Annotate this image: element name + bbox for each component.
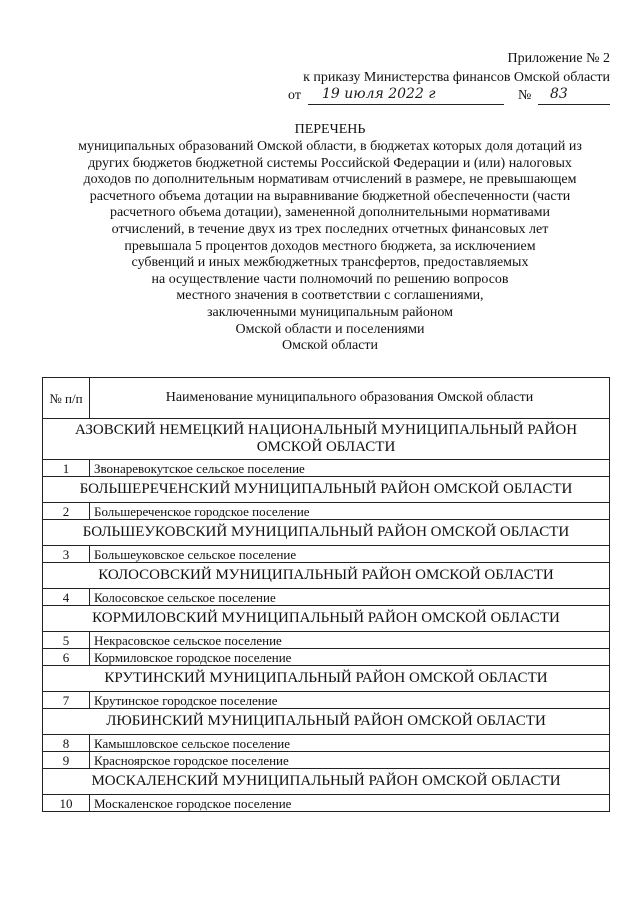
municipality-name: Камышловское сельское поселение [90, 735, 610, 752]
district-name: АЗОВСКИЙ НЕМЕЦКИЙ НАЦИОНАЛЬНЫЙ МУНИЦИПАЛЬНЫЙ РАЙОН ОМСКОЙ ОБЛАСТИ [43, 419, 610, 460]
municipality-name: Некрасовское сельское поселение [90, 632, 610, 649]
district-name: КОЛОСОВСКИЙ МУНИЦИПАЛЬНЫЙ РАЙОН ОМСКОЙ ОБЛАСТИ [43, 563, 610, 589]
district-row [43, 769, 610, 795]
row-number: 1 [43, 460, 90, 477]
title-line: муниципальных образований Омской области, в бюджетах которых доля дотаций из [78, 139, 582, 155]
row-number: 2 [43, 503, 90, 520]
table-row [43, 735, 610, 752]
municipality-name: Колосовское сельское поселение [90, 589, 610, 606]
row-number: 6 [43, 649, 90, 666]
number-underline [538, 104, 610, 105]
document-title-lines [40, 139, 620, 355]
appendix-label: Приложение № 2 [507, 51, 610, 66]
title-line: других бюджетов бюджетной системы Российской Федерации и (или) налоговых [88, 155, 572, 171]
order-date-line [288, 88, 610, 108]
district-name: КОРМИЛОВСКИЙ МУНИЦИПАЛЬНЫЙ РАЙОН ОМСКОЙ ОБЛАСТИ [43, 606, 610, 632]
title-line: доходов по дополнительным нормативам отчислений в размере, не превышающем [83, 172, 577, 188]
from-label: от [288, 88, 301, 103]
row-number: 5 [43, 632, 90, 649]
document-heading: ПЕРЕЧЕНЬ [294, 122, 366, 137]
title-line: субвенций и иных межбюджетных трансфертов, предоставляемых [131, 255, 529, 271]
order-reference: к приказу Министерства финансов Омской области [303, 70, 610, 85]
document-title-block [40, 122, 620, 355]
row-number: 3 [43, 546, 90, 563]
title-line: на осуществление части полномочий по решению вопросов [151, 271, 509, 287]
title-line: заключенными муниципальным районом [206, 305, 454, 321]
date-underline [308, 104, 504, 105]
table-row [43, 632, 610, 649]
municipality-name: Звонаревокутское сельское поселение [90, 460, 610, 477]
title-line: Омской области и поселениями [235, 321, 425, 337]
district-row [43, 419, 610, 460]
district-name: МОСКАЛЕНСКИЙ МУНИЦИПАЛЬНЫЙ РАЙОН ОМСКОЙ ОБЛАСТИ [43, 769, 610, 795]
title-line: превышала 5 процентов доходов местного бюджета, за исключением [124, 238, 536, 254]
title-line: отчислений, в течение двух из трех последних отчетных финансовых лет [111, 222, 549, 238]
table-row [43, 503, 610, 520]
municipality-name: Большеуковское сельское поселение [90, 546, 610, 563]
title-line: расчетного объема дотации), замененной дополнительными нормативами [109, 205, 551, 221]
district-name: БОЛЬШЕУКОВСКИЙ МУНИЦИПАЛЬНЫЙ РАЙОН ОМСКОЙ ОБЛАСТИ [43, 520, 610, 546]
table-row [43, 752, 610, 769]
district-row [43, 477, 610, 503]
header-num-cell: № п/п [43, 378, 90, 419]
municipality-name: Большереченское городское поселение [90, 503, 610, 520]
table-row [43, 795, 610, 812]
district-row [43, 563, 610, 589]
municipality-name: Кормиловское городское поселение [90, 649, 610, 666]
number-label: № [518, 88, 532, 103]
row-number: 7 [43, 692, 90, 709]
row-number: 4 [43, 589, 90, 606]
title-line: Омской области [281, 338, 379, 354]
row-number: 9 [43, 752, 90, 769]
table-header-row [43, 378, 610, 419]
district-row [43, 709, 610, 735]
handwritten-number: 83 [550, 86, 568, 102]
district-row [43, 520, 610, 546]
table-row [43, 692, 610, 709]
handwritten-date: 19 июля 2022 г [322, 86, 436, 102]
table-row [43, 649, 610, 666]
table-row [43, 546, 610, 563]
municipality-table [42, 377, 610, 812]
district-row [43, 666, 610, 692]
title-line: расчетного объема дотации на выравнивание бюджетной обеспеченности (части [89, 188, 571, 204]
district-row [43, 606, 610, 632]
municipality-name: Красноярское городское поселение [90, 752, 610, 769]
district-name: ЛЮБИНСКИЙ МУНИЦИПАЛЬНЫЙ РАЙОН ОМСКОЙ ОБЛАСТИ [43, 709, 610, 735]
title-line: местного значения в соответствии с соглашениями, [176, 288, 484, 304]
header-name-cell: Наименование муниципального образования Омской области [90, 378, 610, 419]
district-name: БОЛЬШЕРЕЧЕНСКИЙ МУНИЦИПАЛЬНЫЙ РАЙОН ОМСКОЙ ОБЛАСТИ [43, 477, 610, 503]
row-number: 10 [43, 795, 90, 812]
municipality-name: Москаленское городское поселение [90, 795, 610, 812]
row-number: 8 [43, 735, 90, 752]
district-name: КРУТИНСКИЙ МУНИЦИПАЛЬНЫЙ РАЙОН ОМСКОЙ ОБЛАСТИ [43, 666, 610, 692]
municipality-name: Крутинское городское поселение [90, 692, 610, 709]
table-row [43, 589, 610, 606]
table-row [43, 460, 610, 477]
